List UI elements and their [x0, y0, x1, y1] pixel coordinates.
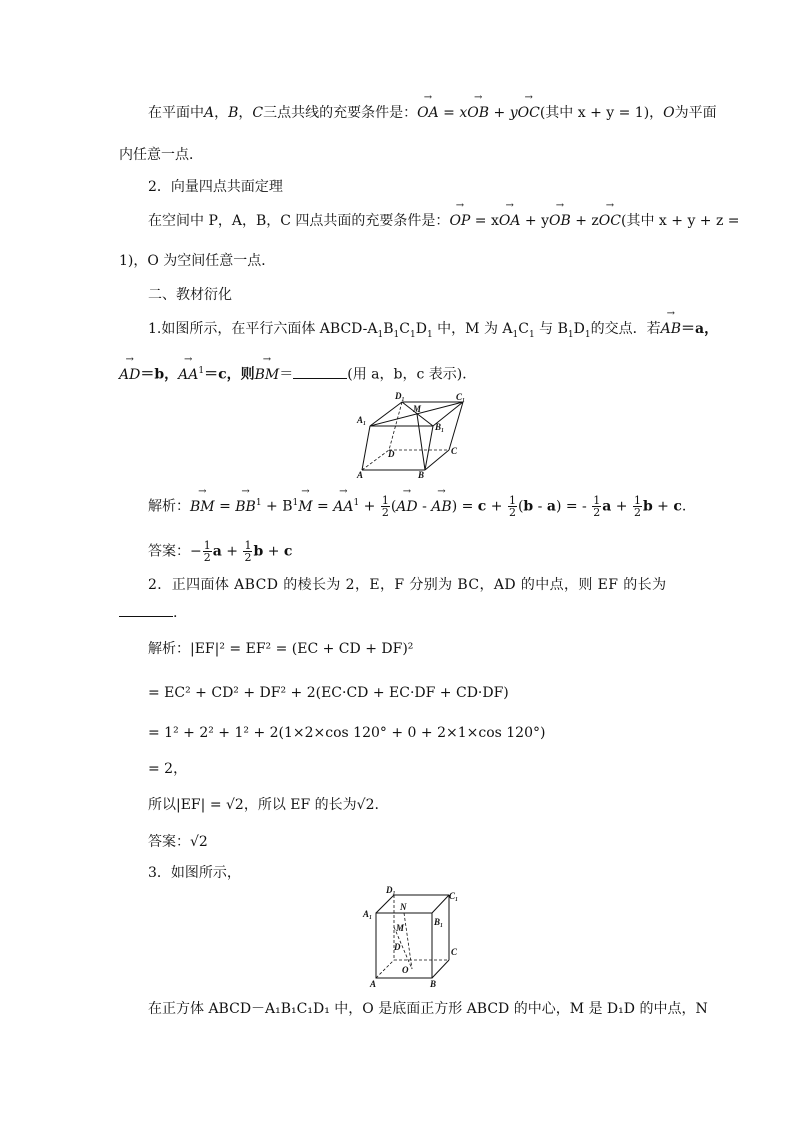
text: +: [489, 105, 510, 121]
label-m: M: [396, 923, 405, 933]
var: y: [509, 105, 518, 121]
vector: → AD: [119, 366, 140, 384]
label: 解析：: [148, 641, 190, 657]
edge: [449, 402, 463, 450]
vector: → AD: [396, 498, 417, 516]
question-2-solution-3: = 1² + 2² + 1² + 2(1×2×cos 120° + 0 + 2×1×cos 120°): [148, 725, 546, 741]
label-d: D: [388, 449, 395, 459]
question-2-answer: [148, 833, 208, 851]
answer-blank: [293, 366, 347, 379]
text: + z: [570, 213, 599, 229]
text: 的交点．若: [590, 321, 661, 337]
label-b1: B₁: [434, 917, 444, 927]
fraction: $\frac{1}{2}$: [203, 539, 211, 564]
label-d: D: [394, 942, 401, 952]
question-2-solution-4: = 2，: [148, 761, 188, 777]
edge: [425, 450, 449, 470]
text: (其中 x + y + z =: [621, 213, 740, 229]
var: x: [459, 105, 468, 121]
vector: → OB: [467, 104, 489, 122]
text: (其中 x + y = 1)，: [539, 105, 664, 121]
text: =: [438, 105, 460, 121]
label-c: C: [451, 446, 458, 456]
segment-bm: [417, 414, 425, 470]
vector: → OC: [599, 212, 621, 230]
vector: → BM: [255, 366, 280, 384]
edge: [432, 895, 449, 913]
text: ＝: [279, 366, 294, 383]
question-3-line-1: 3．如图所示，: [148, 865, 241, 881]
vector: → BM: [190, 498, 215, 516]
vector: → AA: [333, 498, 353, 516]
label-a: A: [370, 979, 377, 989]
label-o: O: [402, 965, 409, 975]
text-line-coplanar: [148, 212, 740, 230]
text-line: 内任意一点．: [119, 147, 203, 163]
cube-figure: [360, 885, 465, 990]
fraction: $\frac{1}{2}$: [633, 494, 641, 520]
text: ＝c，则: [204, 366, 255, 383]
text: ，: [214, 105, 229, 121]
vector: → OB: [549, 212, 571, 230]
text: 三点共线的充要条件是：: [263, 105, 418, 121]
label: 答案：: [148, 834, 190, 850]
label-m: M: [413, 404, 422, 414]
text: 中，M 为 A: [437, 321, 513, 337]
label-n: N: [400, 902, 407, 912]
answer-blank: [119, 604, 173, 617]
label: 解析：: [148, 498, 190, 515]
label-a1: A₁: [363, 909, 373, 919]
question-2-line-2: .: [119, 604, 177, 622]
text: 在空间中 P，A，B，C 四点共面的充要条件是：: [148, 213, 450, 229]
label-a: A: [357, 470, 364, 480]
section-heading: 二、教材衍化: [148, 287, 232, 303]
edge: [362, 426, 370, 470]
text: (用 a，b，c 表示)．: [347, 366, 477, 383]
vector: → M: [298, 498, 312, 516]
vector: → AA: [178, 366, 198, 384]
text: 1.如图所示，在平行六面体 ABCD-A: [148, 321, 378, 337]
label-c1: C₁: [456, 392, 466, 402]
label-b: B: [430, 979, 437, 989]
question-2-conclusion: 所以|EF| = √2，所以 EF 的长为√2.: [148, 797, 379, 813]
text-line-collinear: [148, 104, 717, 122]
text: 为平面: [674, 105, 717, 121]
section-heading: 2．向量四点共面定理: [148, 179, 283, 195]
edge: [425, 426, 433, 470]
label: 答案：: [148, 543, 190, 560]
question-1-answer: 答案：− $\frac{1}{2}$ a + $\frac{1}{2}$ b + c: [148, 539, 293, 564]
text: = x: [470, 213, 499, 229]
equation: |EF|² = EF² = (EC + CD + DF)²: [190, 641, 414, 657]
vector: → OP: [449, 212, 470, 230]
question-2-solution-1: [148, 640, 413, 658]
answer-text: √2: [190, 834, 208, 850]
question-1-line-1: 1.如图所示，在平行六面体 ABCD-$A_1B_1C_1D_1$ 中，M 为 $A_1C_1$ 与 $B_1D_1$的交点．若→ AB＝a，: [148, 320, 718, 344]
fraction: $\frac{1}{2}$: [593, 494, 601, 520]
text: 在平面中: [148, 105, 204, 121]
question-1-line-2: → AD＝b，→ $AA^1=c$，则→ BM＝ (用 a，b，c 表示)．: [119, 362, 476, 384]
hidden-edge: [376, 960, 394, 978]
vector: → BB: [235, 498, 256, 516]
label-a1: A₁: [357, 415, 367, 425]
var: B: [228, 105, 239, 121]
text: + y: [520, 213, 550, 229]
vector: → OA: [499, 212, 521, 230]
label-b: B: [418, 470, 425, 480]
var: A: [204, 105, 215, 121]
vector: → OA: [417, 104, 439, 122]
question-3-line-2: 在正方体 ABCD－A₁B₁C₁D₁ 中，O 是底面正方形 ABCD 的中心，M 是 D₁D 的中点，N: [148, 1001, 708, 1017]
fraction: $\frac{1}{2}$: [244, 539, 252, 564]
text: ＝b，: [140, 366, 179, 383]
question-2-line-1: 2．正四面体 ABCD 的棱长为 2，E，F 分别为 BC，AD 的中点，则 EF 的长为: [148, 577, 667, 593]
fraction: $\frac{1}{2}$: [381, 494, 389, 520]
vector: → OC: [518, 104, 540, 122]
text: ，: [238, 105, 253, 121]
edge: [376, 895, 394, 913]
edge: [370, 402, 402, 426]
label-c1: C₁: [449, 891, 459, 901]
edge: [432, 960, 449, 978]
question-2-solution-2: = EC² + CD² + DF² + 2(EC·CD + EC·DF + CD·DF): [148, 685, 509, 701]
fraction: $\frac{1}{2}$: [508, 494, 516, 520]
var: O: [663, 105, 675, 121]
label-b1: B₁: [435, 422, 445, 432]
label-d1: D₁: [395, 391, 405, 401]
label-d1: D₁: [386, 885, 396, 895]
parallelepiped-figure: [355, 390, 470, 480]
label-c: C: [451, 947, 458, 957]
text: ＝a，: [681, 321, 719, 337]
question-1-solution: 解析：→ BM = → $BB^1 + B^1\to M$ = → $AA^1$ + $\frac{1}{2}$ (→ AD - → AB) = c + $\frac{1}{2}$ (b - a) = - $\frac{1}{2}$ a + $\frac{1}{2}$ b + c.: [148, 494, 686, 518]
text: 与 B: [539, 321, 568, 337]
vector: → AB: [431, 498, 451, 516]
hidden-edge: [362, 450, 389, 470]
vector: → AB: [661, 320, 681, 338]
text-line: 1)，O 为空间任意一点．: [119, 253, 276, 269]
var: C: [252, 105, 264, 121]
